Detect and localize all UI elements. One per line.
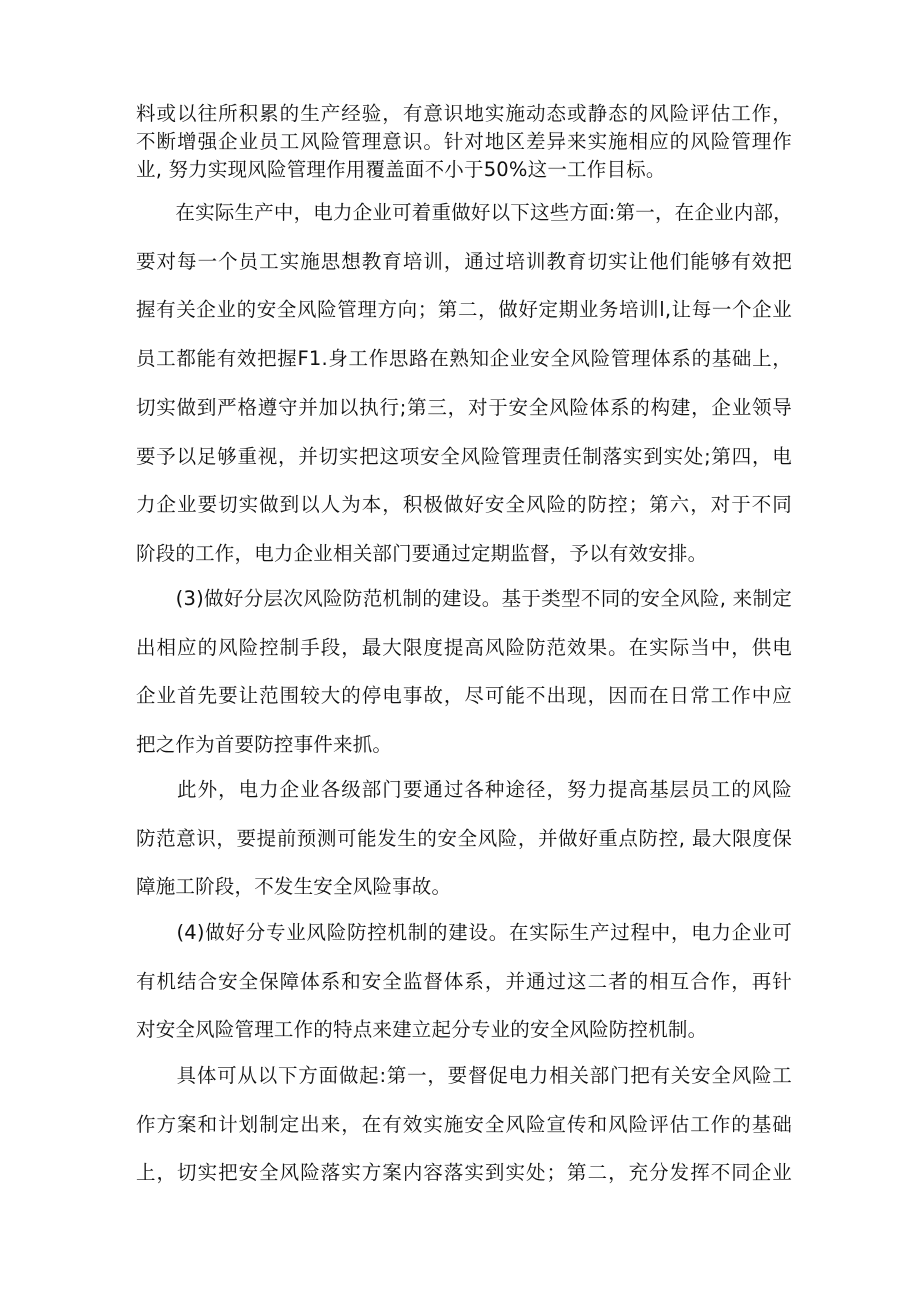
text-line: 障施工阶段，不发生安全风险事故。 bbox=[136, 875, 452, 899]
paragraph-specific-steps bbox=[136, 1052, 792, 1198]
text-line: 在实际生产中，电力企业可着重做好以下这些方面:第一，在企业内部， bbox=[136, 201, 793, 224]
text-line: 上，切实把安全风险落实方案内容落实到实处；第二，充分发挥不同企业 bbox=[136, 1161, 792, 1185]
text-line: 具体可从以下方面做起:第一，要督促电力相关部门把有关安全风险工 bbox=[136, 1064, 792, 1087]
text-line: 料或以往所积累的生产经验，有意识地实施动态或静态的风险评估工作， bbox=[136, 102, 792, 125]
text-line: 阶段的工作，电力企业相关部门要通过定期监督，予以有效安排。 bbox=[136, 541, 708, 565]
text-line: 作方案和计划制定出来，在有效实施安全风险宣传和风险评估工作的基础 bbox=[136, 1112, 792, 1136]
text-line: 要对每一个员工实施思想教育培训，通过培训教育切实让他们能够有效把 bbox=[136, 249, 792, 273]
text-line: 握有关企业的安全风险管理方向；第二，做好定期业务培训l,让每一个企业 bbox=[136, 298, 792, 322]
text-line: 员工都能有效把握F1.身工作思路在熟知企业安全风险管理体系的基础上， bbox=[136, 347, 792, 371]
paragraph-risk-awareness bbox=[136, 766, 792, 912]
text-line: 对安全风险管理工作的特点来建立起分专业的安全风险防控机制。 bbox=[136, 1018, 708, 1042]
text-line: 企业首先要让范围较大的停电事故，尽可能不出现，因而在日常工作中应 bbox=[136, 684, 792, 708]
paragraph-specialized-prevention bbox=[136, 909, 792, 1055]
text-line: 把之作为首要防控事件来抓。 bbox=[136, 733, 393, 757]
paragraph-practice-aspects bbox=[136, 189, 792, 579]
text-line: (4)做好分专业风险防控机制的建设。在实际生产过程中，电力企业可 bbox=[136, 921, 792, 944]
paragraph-layered-prevention bbox=[136, 575, 792, 770]
text-line: 要予以足够重视，并切实把这项安全风险管理责任制落实到实处;第四，电 bbox=[136, 444, 792, 468]
text-line: 有机结合安全保障体系和安全监督体系，并通过这二者的相互合作，再针 bbox=[136, 969, 792, 993]
text-line: 防范意识，要提前预测可能发生的安全风险，并做好重点防控, 最大限度保 bbox=[136, 826, 792, 850]
text-line: 力企业要切实做到以人为本，积极做好安全风险的防控；第六，对于不同 bbox=[136, 493, 792, 517]
text-line: 切实做到严格遵守并加以执行;第三，对于安全风险体系的构建，企业领导 bbox=[136, 395, 792, 419]
paragraph-continued bbox=[136, 100, 792, 184]
text-line: 不断增强企业员工风险管理意识。针对地区差异来实施相应的风险管理作 bbox=[136, 130, 792, 153]
text-line: (3)做好分层次风险防范机制的建设。基于类型不同的安全风险, 来制定 bbox=[136, 587, 792, 610]
text-line: 业, 努力实现风险管理作用覆盖面不小于50%这一工作目标。 bbox=[136, 158, 666, 181]
text-line: 出相应的风险控制手段，最大限度提高风险防范效果。在实际当中，供电 bbox=[136, 635, 792, 659]
text-line: 此外，电力企业各级部门要通过各种途径，努力提高基层员工的风险 bbox=[136, 778, 792, 801]
